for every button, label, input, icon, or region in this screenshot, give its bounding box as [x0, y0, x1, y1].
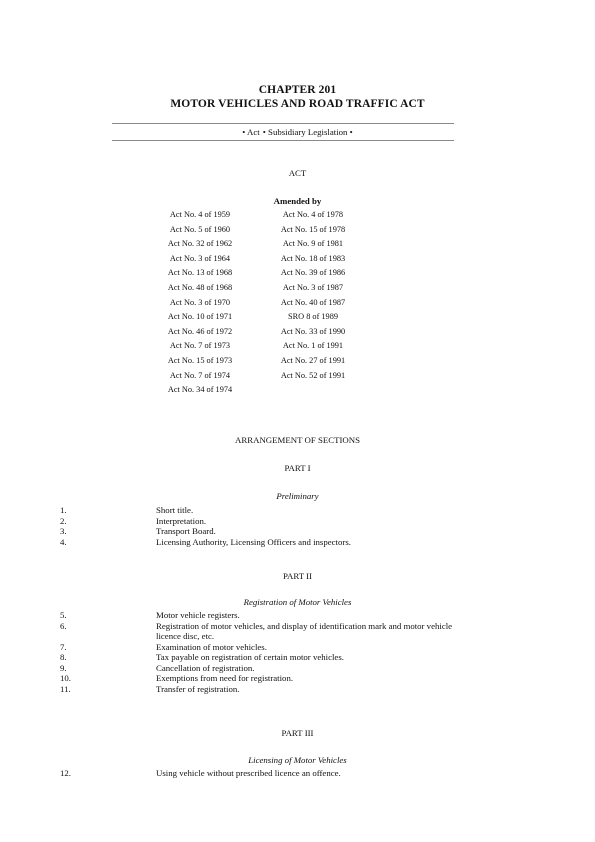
amendment-item: Act No. 48 of 1968: [167, 282, 233, 292]
list-item: [60, 505, 500, 516]
amendment-item: Act No. 32 of 1962: [167, 239, 233, 249]
bullet-icon: •: [242, 127, 246, 137]
section-number: 5.: [60, 610, 67, 620]
bullet-icon: •: [349, 127, 353, 137]
amendment-item: Act No. 15 of 1973: [167, 355, 233, 365]
list-item: [60, 621, 500, 642]
section-number: 9.: [60, 662, 67, 673]
section-list: [60, 610, 500, 694]
section-title: Short title.: [156, 505, 194, 515]
amendment-item: Act No. 1 of 1991: [282, 341, 344, 351]
section-number: 3.: [60, 526, 67, 536]
part-label: PART I: [284, 463, 311, 473]
section-title: Cancellation of registration.: [156, 662, 255, 673]
section-title: Interpretation.: [156, 515, 207, 526]
subsidiary-legislation-link[interactable]: Subsidiary Legislation: [268, 127, 348, 137]
section-number: 8.: [60, 652, 67, 662]
list-item: [60, 642, 500, 653]
section-number: 12.: [60, 768, 71, 778]
amendment-item: Act No. 3 of 1987: [282, 282, 344, 292]
amendment-item: Act No. 9 of 1981: [282, 239, 344, 249]
section-title: Examination of motor vehicles.: [156, 641, 267, 652]
amendment-item: Act No. 18 of 1983: [280, 253, 346, 263]
amendment-item: Act No. 3 of 1970: [169, 297, 231, 307]
act-link[interactable]: Act: [247, 127, 260, 137]
section-number: 11.: [60, 683, 71, 694]
nav-links: [0, 127, 595, 137]
part-label: PART II: [282, 571, 313, 581]
list-item: [60, 663, 500, 674]
section-number: 7.: [60, 641, 67, 652]
amendment-item: Act No. 10 of 1971: [167, 312, 233, 322]
amendment-item: Act No. 52 of 1991: [280, 370, 346, 380]
amendment-item: Act No. 33 of 1990: [280, 326, 346, 336]
section-number: 10.: [60, 673, 71, 683]
part-subtitle: Licensing of Motor Vehicles: [248, 755, 347, 765]
arrangement-heading: ARRANGEMENT OF SECTIONS: [235, 435, 360, 445]
amendment-item: Act No. 15 of 1978: [280, 224, 346, 234]
section-title: Licensing Authority, Licensing Officers and inspectors.: [156, 536, 351, 547]
list-item: [60, 768, 500, 779]
list-item: [60, 652, 500, 663]
amendment-item: Act No. 7 of 1974: [169, 370, 231, 380]
section-number: 6.: [60, 620, 67, 631]
amendment-item: Act No. 34 of 1974: [167, 385, 233, 395]
amendment-item: SRO 8 of 1989: [287, 312, 339, 322]
amendment-item: Act No. 3 of 1964: [169, 253, 231, 263]
list-item: [60, 537, 500, 548]
section-title: Registration of motor vehicles, and display of identification mark and motor vehicle licence disc, etc.: [156, 620, 453, 641]
amended-by-heading: Amended by: [273, 196, 322, 206]
amendment-item: Act No. 5 of 1960: [169, 224, 231, 234]
list-item: [60, 516, 500, 527]
act-title: MOTOR VEHICLES AND ROAD TRAFFIC ACT: [170, 98, 425, 110]
amendment-item: Act No. 7 of 1973: [169, 341, 231, 351]
list-item: [60, 610, 500, 621]
section-title: Transport Board.: [156, 526, 216, 536]
section-title: Motor vehicle registers.: [156, 610, 240, 620]
part-label: PART III: [281, 728, 314, 738]
section-title: Transfer of registration.: [156, 683, 240, 694]
section-title: Tax payable on registration of certain motor vehicles.: [156, 652, 344, 662]
bullet-icon: •: [262, 127, 266, 137]
amendment-item: Act No. 4 of 1978: [282, 210, 344, 219]
amendments-left-column: [140, 208, 260, 398]
part-subtitle: Registration of Motor Vehicles: [243, 597, 352, 607]
section-number: 2.: [60, 515, 67, 526]
chapter-number: CHAPTER 201: [258, 84, 337, 96]
amendment-item: Act No. 4 of 1959: [169, 210, 231, 219]
section-title: Exemptions from need for registration.: [156, 673, 294, 683]
list-item: [60, 673, 500, 684]
section-number: 1.: [60, 505, 67, 515]
part-subtitle: Preliminary: [276, 491, 319, 501]
amendment-item: Act No. 13 of 1968: [167, 268, 233, 278]
section-number: 4.: [60, 536, 67, 547]
bottom-divider: [112, 140, 454, 141]
section-list: [60, 505, 500, 547]
amendments-right-column: [253, 208, 373, 383]
section-list: [60, 768, 500, 779]
amendment-item: Act No. 46 of 1972: [167, 326, 233, 336]
amendment-item: Act No. 39 of 1986: [280, 268, 346, 278]
section-title: Using vehicle without prescribed licence an offence.: [156, 768, 341, 778]
list-item: [60, 684, 500, 695]
act-heading: ACT: [288, 168, 307, 178]
amendment-item: Act No. 27 of 1991: [280, 355, 346, 365]
amendment-item: Act No. 40 of 1987: [280, 297, 346, 307]
top-divider: [112, 123, 454, 124]
list-item: [60, 526, 500, 537]
